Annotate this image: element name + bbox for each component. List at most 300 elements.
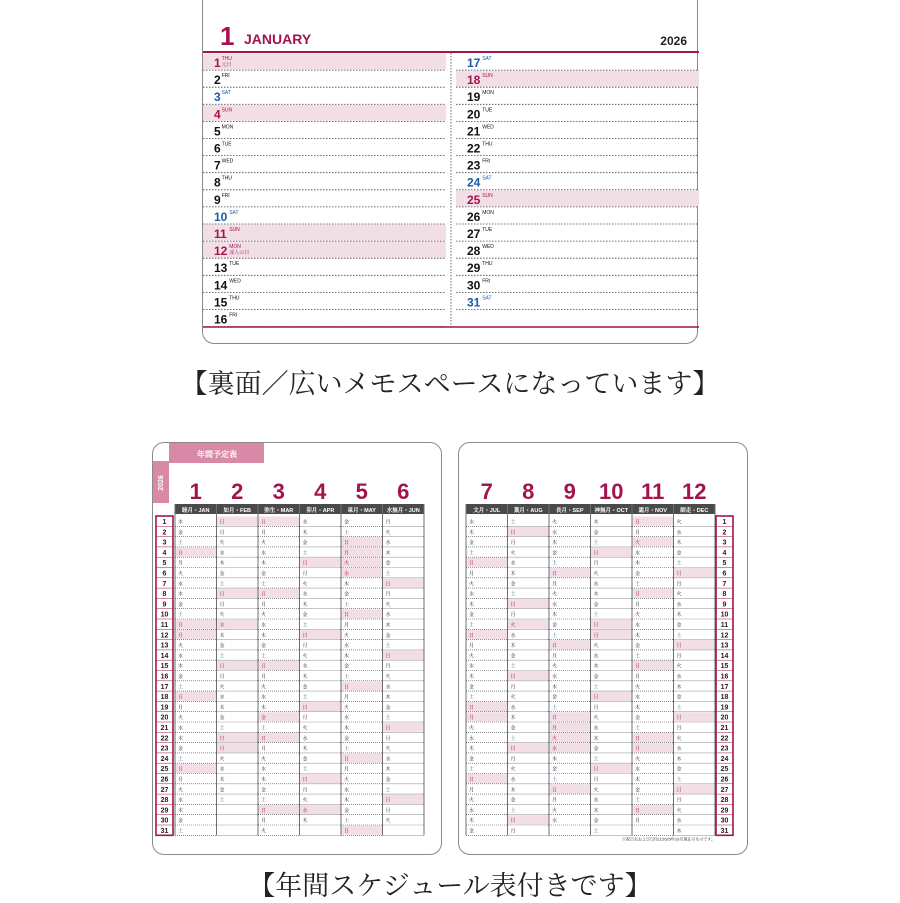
weekday-char: 土 <box>676 704 682 711</box>
weekday-char: 水 <box>219 766 225 773</box>
day-number: 15 <box>214 295 228 310</box>
weekday-char: 火 <box>219 684 225 691</box>
day-weekday: FRI <box>482 158 491 165</box>
month-name: 神無月・OCT <box>594 508 629 514</box>
weekday-char: 月 <box>178 777 184 783</box>
weekday-char: 土 <box>344 529 350 536</box>
yearly-calendar-jul-dec <box>459 443 749 856</box>
day-weekday: TUE <box>229 261 240 268</box>
weekday-char: 日 <box>178 694 184 701</box>
weekday-char: 火 <box>302 725 308 732</box>
weekday-char: 金 <box>593 818 599 825</box>
holiday-name: 元日 <box>221 62 232 68</box>
weekday-char: 金 <box>510 653 516 660</box>
weekday-char: 月 <box>552 725 558 732</box>
date-number: 11 <box>160 622 169 629</box>
weekday-char: 金 <box>219 643 225 650</box>
footnote: ※祝日名および日付は2025年10月現在のものです。 <box>621 836 715 842</box>
month-name: 卯月・APR <box>306 508 335 514</box>
weekday-char: 土 <box>178 612 184 619</box>
weekday-char: 日 <box>593 622 599 629</box>
day-number: 23 <box>467 158 481 173</box>
weekday-char: 水 <box>469 735 475 742</box>
weekday-char: 月 <box>302 643 308 650</box>
date-number: 16 <box>720 673 729 681</box>
weekday-char: 日 <box>178 550 184 557</box>
month-number: 1 <box>220 21 235 51</box>
weekday-char: 土 <box>593 756 599 763</box>
weekday-char: 木 <box>261 704 267 711</box>
month-name: 長月・SEP <box>555 508 584 514</box>
date-number: 10 <box>720 611 729 619</box>
weekday-char: 水 <box>302 663 308 670</box>
weekday-char: 水 <box>552 674 558 680</box>
weekday-char: 土 <box>178 756 184 763</box>
weekday-char: 日 <box>219 591 225 598</box>
weekday-char: 火 <box>552 591 558 598</box>
weekday-char: 金 <box>469 684 475 691</box>
weekday-char: 木 <box>469 674 475 680</box>
day-number: 29 <box>467 261 481 276</box>
weekday-char: 水 <box>676 746 682 753</box>
weekday-char: 木 <box>593 807 599 814</box>
weekday-char: 火 <box>676 735 682 742</box>
day-weekday: WED <box>221 158 234 165</box>
weekday-char: 水 <box>676 601 682 608</box>
weekday-char: 火 <box>469 581 475 588</box>
day-number: 28 <box>467 244 481 259</box>
weekday-char: 木 <box>385 622 391 629</box>
weekday-char: 火 <box>635 684 641 691</box>
weekday-char: 日 <box>676 571 682 577</box>
weekday-char: 水 <box>219 550 225 557</box>
weekday-char: 土 <box>593 540 599 547</box>
weekday-char: 火 <box>178 571 184 577</box>
weekday-char: 火 <box>261 756 267 763</box>
day-number: 14 <box>214 278 228 293</box>
weekday-char: 金 <box>178 818 184 825</box>
date-number: 5 <box>722 560 727 568</box>
weekday-char: 水 <box>593 797 599 804</box>
weekday-char: 火 <box>676 591 682 598</box>
weekday-char: 木 <box>178 807 184 814</box>
weekday-char: 土 <box>469 622 475 629</box>
weekday-char: 土 <box>385 643 391 650</box>
day-weekday: TUE <box>482 107 493 114</box>
weekday-char: 日 <box>261 807 267 814</box>
weekday-char: 月 <box>635 818 641 825</box>
weekday-char: 土 <box>510 807 516 814</box>
weekday-char: 月 <box>635 601 641 608</box>
month-name: 水無月・JUN <box>386 508 420 514</box>
weekday-char: 金 <box>385 777 391 783</box>
weekday-char: 土 <box>510 735 516 742</box>
weekday-char: 土 <box>385 571 391 577</box>
weekday-char: 水 <box>552 529 558 536</box>
weekday-char: 月 <box>302 715 308 722</box>
weekday-char: 木 <box>344 581 350 588</box>
weekday-char: 土 <box>219 797 225 804</box>
weekday-char: 日 <box>385 725 391 732</box>
weekday-char: 日 <box>344 828 350 835</box>
weekday-char: 月 <box>385 663 391 670</box>
weekday-char: 金 <box>219 715 225 722</box>
day-number: 1 <box>214 56 221 70</box>
weekday-char: 月 <box>178 632 184 639</box>
day-weekday: MON <box>221 124 234 131</box>
day-highlight <box>203 105 446 121</box>
weekday-char: 金 <box>344 735 350 742</box>
weekday-char: 木 <box>302 746 308 753</box>
weekday-char: 月 <box>676 653 682 660</box>
weekday-char: 月 <box>510 828 516 835</box>
weekday-char: 日 <box>510 674 516 680</box>
weekday-char: 日 <box>593 766 599 773</box>
weekday-char: 火 <box>676 807 682 814</box>
weekday-char: 火 <box>219 756 225 763</box>
month-number: 8 <box>522 479 535 504</box>
date-number: 4 <box>722 549 727 557</box>
weekday-char: 土 <box>261 581 267 588</box>
weekday-char: 木 <box>344 725 350 732</box>
month-number: 6 <box>397 479 410 504</box>
weekday-char: 木 <box>593 591 599 598</box>
weekday-char: 金 <box>302 684 308 691</box>
weekday-char: 火 <box>593 643 599 650</box>
date-number: 28 <box>720 797 729 805</box>
weekday-char: 日 <box>344 612 350 619</box>
date-number: 18 <box>160 694 169 702</box>
weekday-char: 土 <box>469 550 475 557</box>
weekday-char: 火 <box>676 519 682 526</box>
weekday-char: 水 <box>344 715 350 722</box>
date-number: 30 <box>160 817 169 825</box>
weekday-char: 月 <box>219 746 225 753</box>
weekday-char: 木 <box>344 653 350 660</box>
weekday-char: 土 <box>344 601 350 608</box>
weekday-char: 木 <box>510 715 516 722</box>
day-weekday: SAT <box>229 209 239 216</box>
weekday-char: 土 <box>552 704 558 711</box>
month-number: 3 <box>272 479 285 504</box>
weekday-char: 木 <box>635 777 641 783</box>
weekday-char: 金 <box>261 643 267 650</box>
weekday-char: 水 <box>344 787 350 794</box>
weekday-char: 土 <box>593 684 599 691</box>
day-number: 26 <box>467 209 481 224</box>
date-number: 12 <box>720 632 729 640</box>
weekday-char: 水 <box>593 581 599 588</box>
date-number: 8 <box>722 591 727 599</box>
weekday-char: 土 <box>635 653 641 660</box>
weekday-char: 木 <box>469 746 475 753</box>
weekday-char: 火 <box>552 807 558 814</box>
date-number: 20 <box>720 714 729 722</box>
weekday-char: 火 <box>593 787 599 794</box>
weekday-char: 金 <box>302 756 308 763</box>
month-number: 10 <box>599 479 624 504</box>
weekday-char: 月 <box>261 674 267 680</box>
weekday-char: 月 <box>635 746 641 753</box>
weekday-char: 金 <box>593 601 599 608</box>
day-weekday: FRI <box>482 278 491 285</box>
weekday-char: 土 <box>261 653 267 660</box>
weekday-char: 木 <box>635 704 641 711</box>
weekday-char: 木 <box>344 797 350 804</box>
weekday-char: 水 <box>469 663 475 670</box>
weekday-char: 日 <box>593 694 599 701</box>
weekday-char: 水 <box>344 571 350 577</box>
date-number: 31 <box>160 828 169 835</box>
weekday-char: 金 <box>344 807 350 814</box>
weekday-char: 土 <box>385 715 391 722</box>
weekday-char: 日 <box>385 581 391 588</box>
date-number: 21 <box>720 725 729 732</box>
weekday-char: 木 <box>676 540 682 547</box>
weekday-char: 金 <box>552 694 558 701</box>
yearly-sheet-second-half <box>458 442 748 855</box>
monthly-memo-sheet <box>202 0 698 344</box>
day-number: 24 <box>467 175 481 190</box>
weekday-char: 月 <box>302 787 308 794</box>
weekday-char: 水 <box>261 766 267 773</box>
weekday-char: 木 <box>385 766 391 773</box>
weekday-char: 金 <box>385 704 391 711</box>
date-number: 23 <box>720 745 729 753</box>
weekday-char: 木 <box>302 818 308 825</box>
date-number: 30 <box>720 817 729 825</box>
month-number: 2 <box>231 479 244 504</box>
weekday-char: 日 <box>302 704 308 711</box>
weekday-char: 土 <box>469 766 475 773</box>
weekday-char: 水 <box>385 540 391 547</box>
weekday-char: 日 <box>178 622 184 629</box>
weekday-char: 土 <box>593 612 599 619</box>
weekday-char: 月 <box>344 622 350 629</box>
weekday-char: 土 <box>219 725 225 732</box>
weekday-char: 土 <box>178 684 184 691</box>
weekday-char: 月 <box>219 601 225 608</box>
weekday-char: 水 <box>219 622 225 629</box>
weekday-char: 日 <box>385 797 391 804</box>
day-number: 3 <box>214 90 221 105</box>
day-weekday: WED <box>229 278 241 285</box>
weekday-char: 月 <box>261 746 267 753</box>
weekday-char: 火 <box>385 674 391 680</box>
weekday-char: 水 <box>593 725 599 732</box>
weekday-char: 火 <box>219 612 225 619</box>
date-number: 7 <box>722 580 727 588</box>
date-number: 26 <box>720 776 729 784</box>
weekday-char: 月 <box>635 529 641 536</box>
weekday-char: 土 <box>178 828 184 835</box>
weekday-char: 金 <box>469 540 475 547</box>
weekday-char: 土 <box>552 560 558 567</box>
date-number: 14 <box>720 652 729 660</box>
weekday-char: 月 <box>219 674 225 680</box>
weekday-char: 火 <box>635 612 641 619</box>
weekday-char: 土 <box>510 519 516 526</box>
day-number: 4 <box>214 107 221 122</box>
date-number: 8 <box>162 591 167 599</box>
weekday-char: 水 <box>510 777 516 783</box>
date-number: 29 <box>160 807 169 815</box>
weekday-char: 火 <box>593 715 599 722</box>
weekday-char: 火 <box>469 725 475 732</box>
weekday-char: 木 <box>593 735 599 742</box>
date-number: 15 <box>160 663 169 671</box>
day-highlight <box>203 54 446 70</box>
date-number: 2 <box>722 529 727 537</box>
weekday-char: 日 <box>635 663 641 670</box>
weekday-char: 金 <box>302 540 308 547</box>
weekday-char: 火 <box>676 663 682 670</box>
date-number: 17 <box>720 683 729 691</box>
date-number: 28 <box>160 797 169 805</box>
weekday-char: 日 <box>676 643 682 650</box>
day-weekday: SAT <box>482 56 492 62</box>
weekday-char: 日 <box>344 540 350 547</box>
monthly-calendar <box>203 0 699 345</box>
day-weekday: FRI <box>221 73 230 80</box>
weekday-char: 土 <box>469 694 475 701</box>
day-number: 6 <box>214 141 221 156</box>
weekday-char: 水 <box>178 653 184 660</box>
weekday-char: 水 <box>676 529 682 536</box>
weekday-char: 金 <box>593 746 599 753</box>
weekday-char: 水 <box>261 622 267 629</box>
tab-label: 年間予定表 <box>197 450 237 459</box>
weekday-char: 日 <box>552 787 558 794</box>
weekday-char: 水 <box>178 797 184 804</box>
weekday-char: 土 <box>635 797 641 804</box>
weekday-char: 木 <box>302 529 308 536</box>
weekday-char: 日 <box>302 632 308 639</box>
weekday-char: 土 <box>344 818 350 825</box>
weekday-char: 木 <box>552 612 558 619</box>
weekday-char: 日 <box>261 663 267 670</box>
date-number: 1 <box>162 519 167 526</box>
weekday-char: 日 <box>635 519 641 526</box>
weekday-char: 木 <box>676 828 682 835</box>
yearly-sheet-first-half <box>152 442 442 855</box>
date-number: 6 <box>162 570 167 578</box>
weekday-char: 日 <box>261 735 267 742</box>
day-weekday: MON <box>229 244 241 251</box>
weekday-char: 土 <box>302 622 308 629</box>
day-weekday: SAT <box>482 175 492 182</box>
day-weekday: WED <box>482 244 494 251</box>
date-number: 25 <box>720 766 729 774</box>
weekday-char: 月 <box>593 560 599 567</box>
weekday-char: 金 <box>385 560 391 567</box>
date-number: 5 <box>162 560 167 568</box>
year-label: 2026 <box>660 34 687 48</box>
weekday-char: 金 <box>178 529 184 536</box>
weekday-char: 金 <box>552 766 558 773</box>
weekday-char: 土 <box>552 632 558 639</box>
weekday-char: 火 <box>635 540 641 547</box>
weekday-char: 水 <box>385 612 391 619</box>
weekday-char: 月 <box>552 653 558 660</box>
weekday-char: 木 <box>302 674 308 680</box>
weekday-char: 日 <box>635 591 641 598</box>
weekday-char: 金 <box>385 632 391 639</box>
date-number: 3 <box>722 539 727 547</box>
day-number: 2 <box>214 73 221 88</box>
weekday-char: 水 <box>302 591 308 598</box>
day-number: 5 <box>214 124 221 139</box>
weekday-char: 木 <box>302 601 308 608</box>
weekday-char: 水 <box>219 694 225 701</box>
weekday-char: 月 <box>469 571 475 577</box>
day-number: 8 <box>214 175 221 190</box>
weekday-char: 金 <box>635 787 641 794</box>
date-number: 14 <box>160 652 169 660</box>
weekday-char: 火 <box>385 529 391 536</box>
weekday-char: 日 <box>635 735 641 742</box>
weekday-char: 月 <box>385 591 391 598</box>
weekday-char: 木 <box>635 632 641 639</box>
weekday-char: 日 <box>302 560 308 567</box>
weekday-char: 金 <box>261 571 267 577</box>
weekday-char: 火 <box>385 818 391 825</box>
weekday-char: 土 <box>635 725 641 732</box>
weekday-char: 水 <box>261 550 267 557</box>
month-name: 睦月・JAN <box>181 508 210 514</box>
day-weekday: TUE <box>482 227 493 233</box>
weekday-char: 日 <box>344 756 350 763</box>
month-number: 4 <box>314 479 327 504</box>
month-number: 11 <box>641 479 665 504</box>
weekday-char: 月 <box>510 612 516 619</box>
weekday-char: 土 <box>385 787 391 794</box>
weekday-char: 月 <box>261 818 267 825</box>
weekday-char: 月 <box>635 674 641 680</box>
weekday-char: 木 <box>469 529 475 536</box>
weekday-char: 木 <box>593 519 599 526</box>
weekday-char: 金 <box>510 797 516 804</box>
date-number: 6 <box>722 570 727 578</box>
weekday-char: 水 <box>635 694 641 701</box>
weekday-char: 火 <box>593 571 599 577</box>
date-number: 27 <box>720 786 729 794</box>
month-number: 1 <box>189 479 202 504</box>
day-weekday: THU <box>229 295 240 302</box>
day-weekday: SUN <box>221 107 233 114</box>
weekday-char: 金 <box>676 766 682 773</box>
weekday-char: 金 <box>219 787 225 794</box>
day-weekday: TUE <box>221 141 232 148</box>
weekday-char: 水 <box>510 632 516 639</box>
weekday-char: 土 <box>219 581 225 588</box>
weekday-char: 月 <box>261 601 267 608</box>
date-number: 22 <box>720 735 729 743</box>
weekday-char: 金 <box>344 663 350 670</box>
weekday-char: 火 <box>469 797 475 804</box>
weekday-char: 水 <box>552 601 558 608</box>
weekday-char: 木 <box>261 560 267 567</box>
weekday-char: 月 <box>219 529 225 536</box>
weekday-char: 金 <box>261 787 267 794</box>
weekday-char: 水 <box>261 694 267 701</box>
day-number: 10 <box>214 209 228 224</box>
weekday-char: 木 <box>635 560 641 567</box>
weekday-char: 月 <box>385 519 391 526</box>
month-name: 師走・DEC <box>680 508 709 514</box>
weekday-char: 土 <box>178 540 184 547</box>
weekday-char: 火 <box>261 684 267 691</box>
